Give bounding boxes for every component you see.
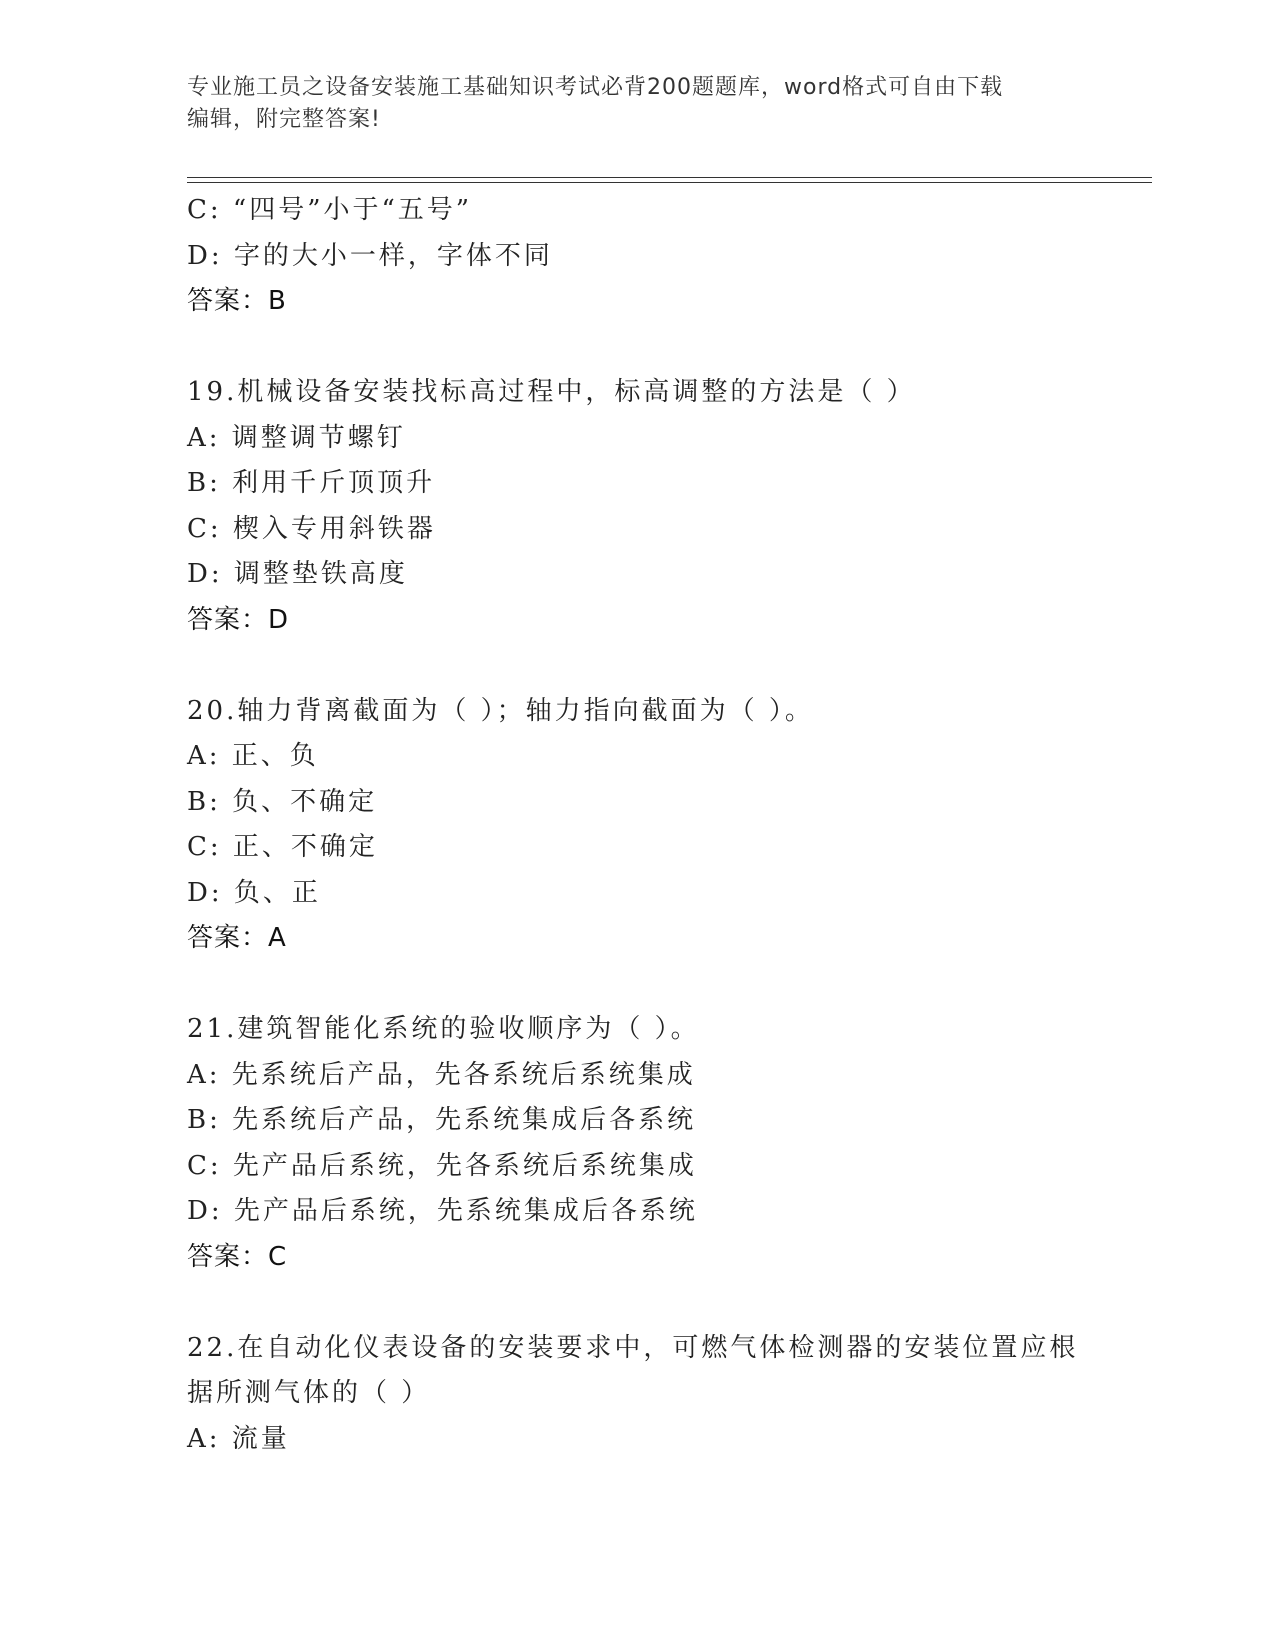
question-19 [187, 370, 1087, 643]
header-divider-top [187, 177, 1152, 178]
option-a: A: 调整调节螺钉 [187, 422, 406, 453]
option-b: B: 利用千斤顶顶升 [187, 468, 436, 498]
option-d: D: 字的大小一样，字体不同 [187, 240, 553, 271]
spacer [187, 325, 1087, 371]
option-b: B: 负、不确定 [187, 786, 378, 817]
answer-line: 答案：A [187, 923, 287, 953]
answer-line: 答案：D [187, 604, 290, 635]
question-20 [187, 689, 1087, 962]
question-stem-line-2: 据所测气体的（ ） [187, 1378, 431, 1408]
document-header [187, 72, 1087, 136]
spacer [187, 643, 1087, 689]
question-22 [187, 1326, 1087, 1463]
option-c: C: 正、不确定 [187, 832, 378, 862]
question-21 [187, 1007, 1087, 1280]
question-stem-line-1: 22.在自动化仪表设备的安装要求中，可燃气体检测器的安装位置应根 [187, 1332, 1079, 1363]
question-stem: 21.建筑智能化系统的验收顺序为（ ）。 [187, 1014, 700, 1044]
option-b: B: 先系统后产品，先系统集成后各系统 [187, 1105, 697, 1135]
question-stem: 20.轴力背离截面为（ ）；轴力指向截面为（ ）。 [187, 695, 814, 726]
option-d: D: 负、正 [187, 877, 321, 908]
header-title-line-2: 编辑，附完整答案! [187, 107, 381, 132]
option-a: A: 流量 [187, 1423, 290, 1454]
question-stem: 19.机械设备安装找标高过程中，标高调整的方法是（ ） [187, 377, 916, 407]
option-c: C: 先产品后系统，先各系统后系统集成 [187, 1150, 697, 1181]
question-18 [187, 188, 1087, 325]
option-a: A: 正、负 [187, 741, 319, 771]
option-c: C: 楔入专用斜铁器 [187, 513, 436, 544]
option-d: D: 调整垫铁高度 [187, 559, 408, 589]
answer-line: 答案：C [187, 1241, 288, 1272]
option-c: C: “四号”小于“五号” [187, 195, 473, 225]
answer-line: 答案：B [187, 286, 287, 316]
option-d: D: 先产品后系统，先系统集成后各系统 [187, 1196, 698, 1226]
header-divider-bottom [187, 182, 1152, 183]
spacer [187, 1280, 1087, 1326]
question-list [187, 188, 1087, 1462]
header-title-line-1: 专业施工员之设备安装施工基础知识考试必背200题题库，word格式可自由下载 [187, 75, 1004, 100]
spacer [187, 962, 1087, 1008]
option-a: A: 先系统后产品，先各系统后系统集成 [187, 1059, 696, 1090]
